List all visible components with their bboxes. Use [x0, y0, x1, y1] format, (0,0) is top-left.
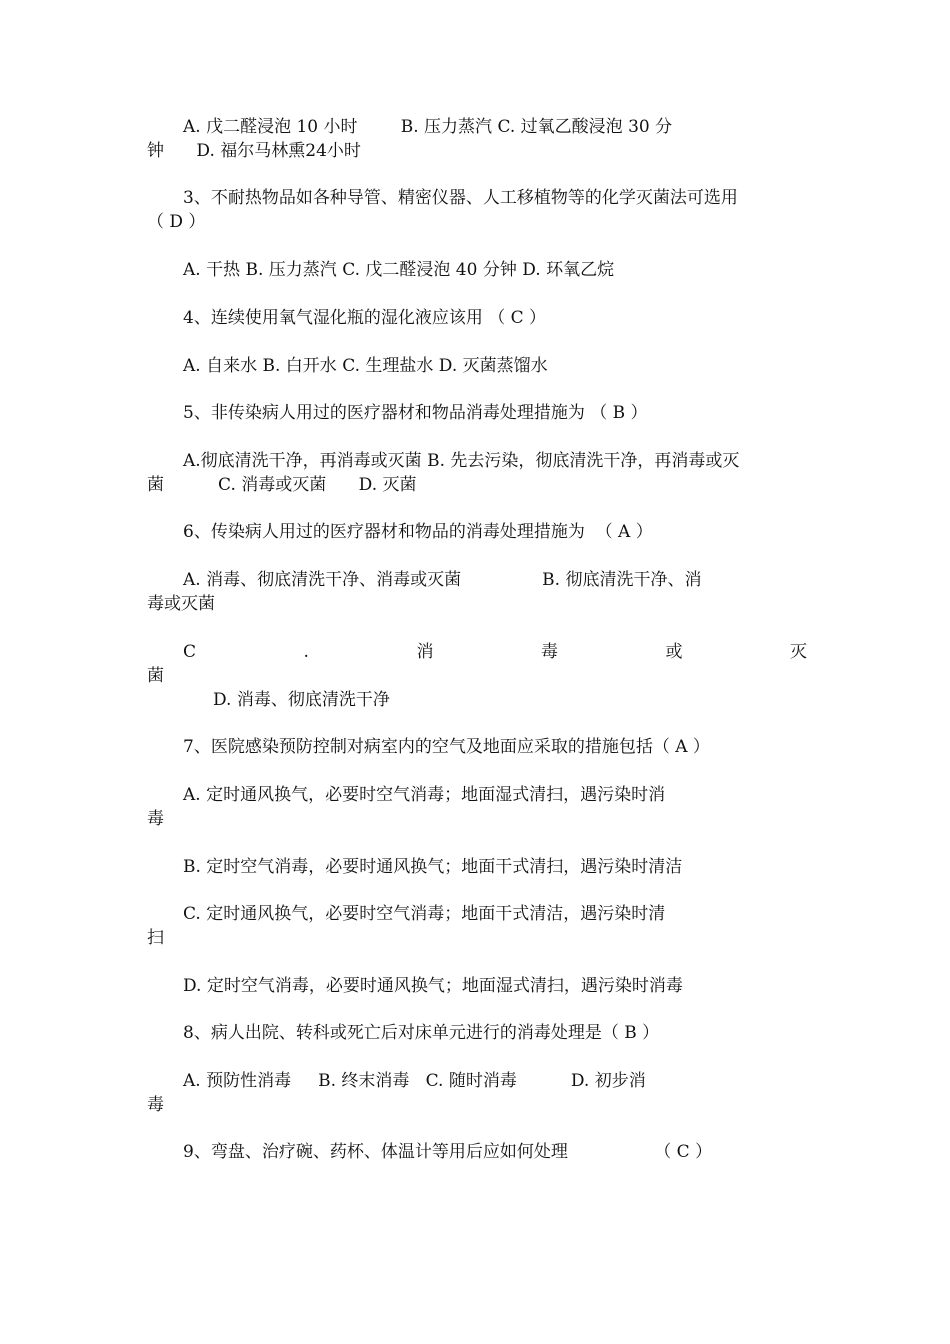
option-line: 钟 D. 福尔马林熏24小时	[147, 141, 361, 161]
word: .	[303, 642, 309, 662]
option-line: A. 戊二醛浸泡 10 小时 B. 压力蒸汽 C. 过氧乙酸浸泡 30 分	[183, 117, 673, 137]
question-4: 4、连续使用氧气湿化瓶的湿化液应该用 （ C ）	[183, 308, 547, 328]
word: 灭	[790, 642, 807, 662]
option-line: A. 消毒、彻底清洗干净、消毒或灭菌 B. 彻底清洗干净、消	[183, 570, 702, 590]
word: 或	[665, 642, 683, 662]
question-7: 7、医院感染预防控制对病室内的空气及地面应采取的措施包括（ A ）	[183, 737, 710, 757]
option-line: A. 自来水 B. 白开水 C. 生理盐水 D. 灭菌蒸馏水	[183, 356, 548, 376]
option-line: D. 定时空气消毒，必要时通风换气；地面湿式清扫，遇污染时消毒	[183, 976, 683, 996]
option-line: 毒	[147, 1095, 164, 1115]
justified-option-line	[183, 641, 807, 663]
option-line: A. 干热 B. 压力蒸汽 C. 戊二醛浸泡 40 分钟 D. 环氧乙烷	[183, 260, 615, 280]
option-line: 毒或灭菌	[147, 594, 215, 614]
question-3: 3、不耐热物品如各种导管、精密仪器、人工移植物等的化学灭菌法可选用	[183, 188, 738, 208]
option-line: 扫	[147, 928, 164, 948]
option-line: 毒	[147, 809, 164, 829]
option-line: D. 消毒、彻底清洗干净	[213, 690, 390, 710]
option-line: A. 定时通风换气，必要时空气消毒；地面湿式清扫，遇污染时消	[183, 785, 666, 805]
option-line: A.彻底清洗干净，再消毒或灭菌 B. 先去污染，彻底清洗干净，再消毒或灭	[183, 451, 740, 471]
option-line: 菌 C. 消毒或灭菌 D. 灭菌	[147, 475, 417, 495]
word: 毒	[540, 642, 558, 662]
option-line: C. 定时通风换气，必要时空气消毒；地面干式清洁，遇污染时清	[183, 904, 666, 924]
word: C	[183, 642, 197, 662]
answer-3: （ D ）	[147, 212, 206, 232]
option-line: B. 定时空气消毒，必要时通风换气；地面干式清扫，遇污染时清洁	[183, 857, 683, 877]
word: 消	[416, 642, 434, 662]
question-8: 8、病人出院、转科或死亡后对床单元进行的消毒处理是（ B ）	[183, 1023, 660, 1043]
question-9: 9、弯盘、治疗碗、药杯、体温计等用后应如何处理 （ C ）	[183, 1142, 713, 1162]
option-line: 菌	[147, 666, 164, 686]
question-6: 6、传染病人用过的医疗器材和物品的消毒处理措施为 （ A ）	[183, 522, 653, 542]
question-5: 5、非传染病人用过的医疗器材和物品消毒处理措施为 （ B ）	[183, 403, 648, 423]
option-line: A. 预防性消毒 B. 终末消毒 C. 随时消毒 D. 初步消	[183, 1071, 646, 1091]
